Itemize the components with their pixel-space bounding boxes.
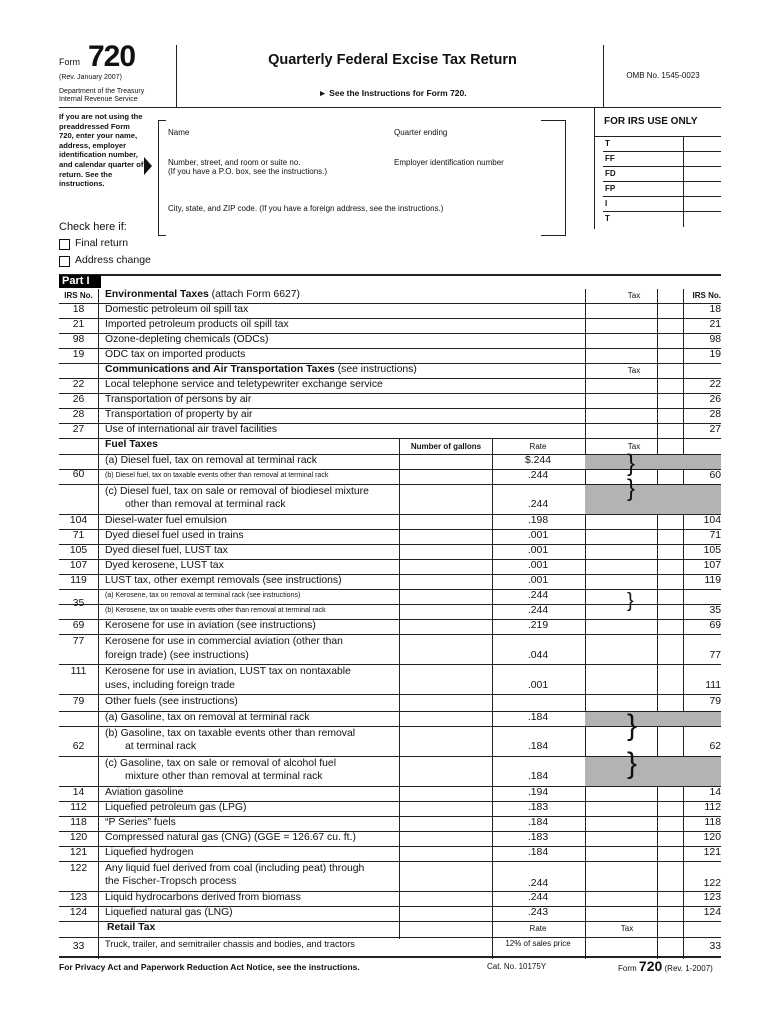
- check-here-label: Check here if:: [59, 221, 127, 233]
- irs-use-row: I: [603, 197, 721, 212]
- street-label: Number, street, and room or suite no.: [168, 158, 301, 167]
- table-row: 105 Dyed diesel fuel, LUST tax .001 105: [59, 545, 721, 560]
- omb-number: OMB No. 1545-0023: [626, 71, 700, 80]
- env-header-row: IRS No. Environmental Taxes (attach Form 6627) Tax IRS No.: [59, 289, 721, 304]
- table-row: 104 Diesel-water fuel emulsion .198 104: [59, 515, 721, 530]
- ein-field[interactable]: Employer identification number: [394, 158, 504, 167]
- catalog-number: Cat. No. 10175Y: [487, 962, 547, 971]
- table-row: 112 Liquefied petroleum gas (LPG) .183 112: [59, 802, 721, 817]
- table-row: 77 Kerosene for use in commercial aviation (other than foreign trade) (see instructions) .044 77: [59, 635, 721, 665]
- brace-icon: }: [627, 590, 634, 612]
- arrow-right-icon: ►: [318, 88, 327, 98]
- retail-header-row: Retail Tax Rate Tax: [59, 922, 721, 938]
- table-row: 111 Kerosene for use in aviation, LUST tax on nontaxable uses, including foreign trade .001 111: [59, 665, 721, 695]
- city-state-zip-field[interactable]: City, state, and ZIP code. (If you have a foreign address, see the instructions.): [168, 204, 444, 213]
- address-change-checkbox[interactable]: [59, 256, 70, 267]
- table-row: 19 ODC tax on imported products 19: [59, 349, 721, 364]
- table-row: 33 Truck, trailer, and semitrailer chassis and bodies, and tractors 12% of sales price 33: [72, 939, 721, 952]
- irs-use-row: T: [603, 212, 721, 226]
- table-row: 28 Transportation of property by air 28: [59, 409, 721, 424]
- table-row: 122 Any liquid fuel derived from coal (including peat) through the Fischer-Tropsch process .244 122: [59, 862, 721, 892]
- quarter-ending-field[interactable]: Quarter ending: [394, 128, 448, 137]
- instructions-text: See the Instructions for Form 720.: [329, 88, 467, 98]
- table-row: (b) Kerosene, tax on taxable events other than removal at terminal rack .244 35: [59, 605, 721, 620]
- brace-icon: }: [627, 450, 636, 477]
- table-row: (b) Gasoline, tax on taxable events other than removal at terminal rack .184 62: [59, 727, 721, 757]
- form-number: 720: [88, 40, 136, 73]
- final-return-label: Final return: [75, 237, 129, 249]
- irs-use-row: T: [603, 137, 721, 152]
- brace-icon: }: [627, 709, 638, 742]
- table-row: 123 Liquid hydrocarbons derived from biomass .244 123: [59, 892, 721, 907]
- department-name: Department of the Treasury: [59, 88, 145, 95]
- table-row: (c) Gasoline, tax on sale or removal of alcohol fuel mixture other than removal at terminal rack .184: [59, 757, 721, 787]
- brace-icon: }: [627, 747, 638, 780]
- table-row: 121 Liquefied hydrogen .184 121: [59, 847, 721, 862]
- irs-number-35: 35: [72, 598, 85, 609]
- table-row: (a) Gasoline, tax on removal at terminal rack .184: [59, 712, 721, 727]
- fuel-header-row: Fuel Taxes Number of gallons Rate Tax: [59, 439, 721, 455]
- part-i-label: Part I: [59, 275, 101, 288]
- table-row: 118 “P Series” fuels .184 118: [59, 817, 721, 832]
- table-row: 26 Transportation of persons by air 26: [59, 394, 721, 409]
- address-change-label: Address change: [75, 254, 151, 266]
- table-row: 14 Aviation gasoline .194 14: [59, 787, 721, 802]
- street-note: (If you have a P.O. box, see the instructions.): [168, 167, 328, 176]
- name-field[interactable]: Name: [168, 128, 190, 137]
- address-instructions: If you are not using the preaddressed Form 720, enter your name, address, employer identification number, and calendar quarter of return. See the instructions.: [59, 112, 144, 189]
- table-row: 107 Dyed kerosene, LUST tax .001 107: [59, 560, 721, 575]
- page-title: Quarterly Federal Excise Tax Return: [268, 52, 517, 68]
- table-row: (a) Kerosene, tax on removal at terminal rack (see instructions) .244: [59, 590, 721, 605]
- instructions-note: [180, 88, 605, 98]
- arrow-right-icon: [144, 157, 152, 175]
- table-row: 120 Compressed natural gas (CNG) (GGE = 126.67 cu. ft.) .183 120: [59, 832, 721, 847]
- table-row: 98 Ozone-depleting chemicals (ODCs) 98: [59, 334, 721, 349]
- form-revision: (Rev. January 2007): [59, 74, 122, 81]
- brace-icon: }: [627, 475, 636, 502]
- table-row: 22 Local telephone service and teletypewriter exchange service 22: [59, 379, 721, 394]
- table-row: 79 Other fuels (see instructions) 79: [59, 695, 721, 712]
- irs-use-row: FD: [603, 167, 721, 182]
- irs-use-only-title: FOR IRS USE ONLY: [604, 116, 698, 127]
- irs-number-62: 62: [72, 741, 85, 752]
- table-row: (c) Diesel fuel, tax on sale or removal of biodiesel mixture other than removal at terminal rack .244: [59, 485, 721, 515]
- table-row: 27 Use of international air travel facilities 27: [59, 424, 721, 439]
- department: [59, 88, 144, 104]
- agency-name: Internal Revenue Service: [59, 96, 138, 103]
- footer-form-id: Form 720 (Rev. 1-2007): [618, 958, 713, 974]
- table-row: 18 Domestic petroleum oil spill tax 18: [59, 304, 721, 319]
- final-return-checkbox[interactable]: [59, 239, 70, 250]
- irs-use-row: FP: [603, 182, 721, 197]
- irs-use-row: FF: [603, 152, 721, 167]
- comm-header-row: Communications and Air Transportation Taxes (see instructions) Tax: [59, 364, 721, 379]
- table-row: 71 Dyed diesel fuel used in trains .001 71: [59, 530, 721, 545]
- street-field[interactable]: [168, 158, 327, 176]
- form-label: Form: [59, 57, 80, 67]
- table-row: (a) Diesel fuel, tax on removal at terminal rack $.244: [59, 455, 721, 470]
- table-row: (b) Diesel fuel, tax on taxable events other than removal at terminal rack .244 60: [59, 470, 721, 485]
- table-row: 69 Kerosene for use in aviation (see instructions) .219 69: [59, 620, 721, 635]
- table-row: 21 Imported petroleum products oil spill tax 21: [59, 319, 721, 334]
- table-row: 124 Liquefied natural gas (LNG) .243 124: [59, 907, 721, 922]
- privacy-notice: For Privacy Act and Paperwork Reduction Act Notice, see the instructions.: [59, 962, 360, 972]
- irs-number-60: 60: [72, 469, 85, 480]
- table-row: 119 LUST tax, other exempt removals (see instructions) .001 119: [59, 575, 721, 590]
